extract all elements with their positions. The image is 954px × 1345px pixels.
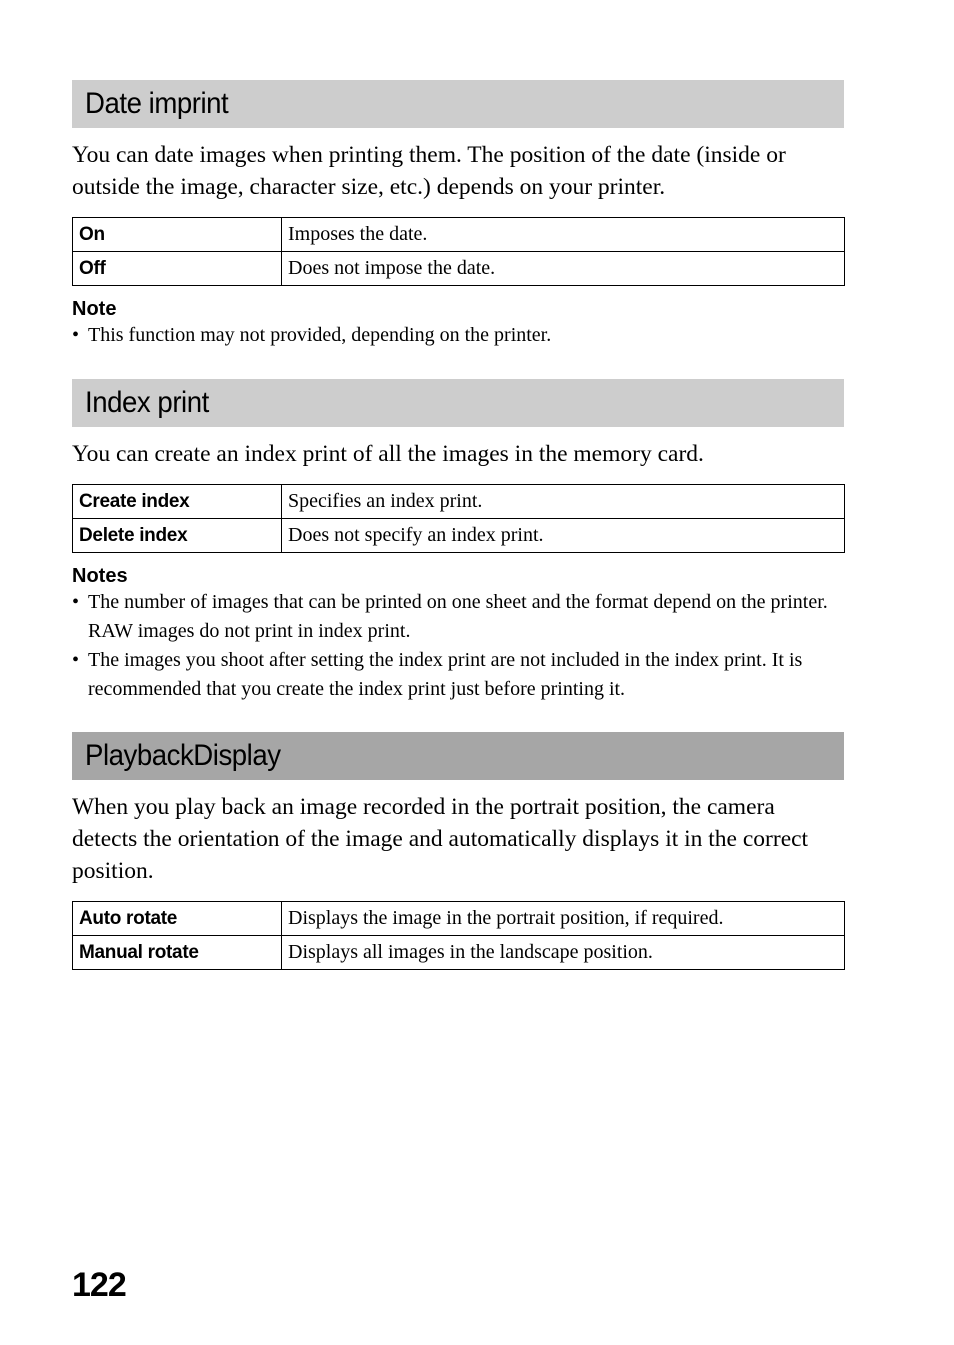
options-table bbox=[72, 484, 845, 553]
table-row bbox=[73, 252, 845, 286]
section-index-print bbox=[72, 379, 844, 704]
option-description: Specifies an index print. bbox=[282, 485, 845, 519]
page-number: 122 bbox=[72, 1266, 126, 1304]
section-heading bbox=[72, 732, 844, 780]
option-name: Create index bbox=[73, 485, 282, 519]
notes-list bbox=[72, 588, 844, 704]
option-name: Off bbox=[73, 252, 282, 286]
note-item: • The number of images that can be printed on one sheet and the format depend on the printer. RAW images do not print in index print. bbox=[72, 588, 844, 646]
section-body: You can create an index print of all the images in the memory card. bbox=[72, 441, 704, 467]
option-description: Does not impose the date. bbox=[282, 252, 845, 286]
option-description: Does not specify an index print. bbox=[282, 519, 845, 553]
table-row bbox=[73, 519, 845, 553]
option-name: Manual rotate bbox=[73, 936, 282, 970]
section-body: When you play back an image recorded in the portrait position, the camera detects the orientation of the image and automatically displays it in the correct position. bbox=[72, 794, 809, 884]
section-title: Date imprint bbox=[85, 87, 229, 120]
option-description: Displays the image in the portrait position, if required. bbox=[282, 902, 845, 936]
section-heading bbox=[72, 80, 844, 128]
note-item: • This function may not provided, depending on the printer. bbox=[72, 321, 844, 350]
notes-title: Notes bbox=[72, 565, 128, 587]
options-table bbox=[72, 217, 845, 286]
options-table bbox=[72, 901, 845, 970]
section-heading bbox=[72, 379, 844, 427]
notes-title: Note bbox=[72, 298, 117, 320]
section-body: You can date images when printing them. The position of the date (inside or outside the image, character size, etc.) depends on your printer. bbox=[72, 142, 786, 200]
table-row bbox=[73, 485, 845, 519]
section-date-imprint bbox=[72, 80, 844, 350]
table-row bbox=[73, 218, 845, 252]
option-name: Delete index bbox=[73, 519, 282, 553]
section-title: Index print bbox=[85, 386, 209, 419]
section-playback-display bbox=[72, 732, 844, 970]
option-name: Auto rotate bbox=[73, 902, 282, 936]
table-row bbox=[73, 902, 845, 936]
option-name: On bbox=[73, 218, 282, 252]
notes-list bbox=[72, 321, 844, 350]
note-item: • The images you shoot after setting the index print are not included in the index print. It is recommended that you create the index print just before printing it. bbox=[72, 646, 844, 704]
option-description: Imposes the date. bbox=[282, 218, 845, 252]
table-row bbox=[73, 936, 845, 970]
option-description: Displays all images in the landscape position. bbox=[282, 936, 845, 970]
section-title: PlaybackDisplay bbox=[85, 739, 281, 772]
